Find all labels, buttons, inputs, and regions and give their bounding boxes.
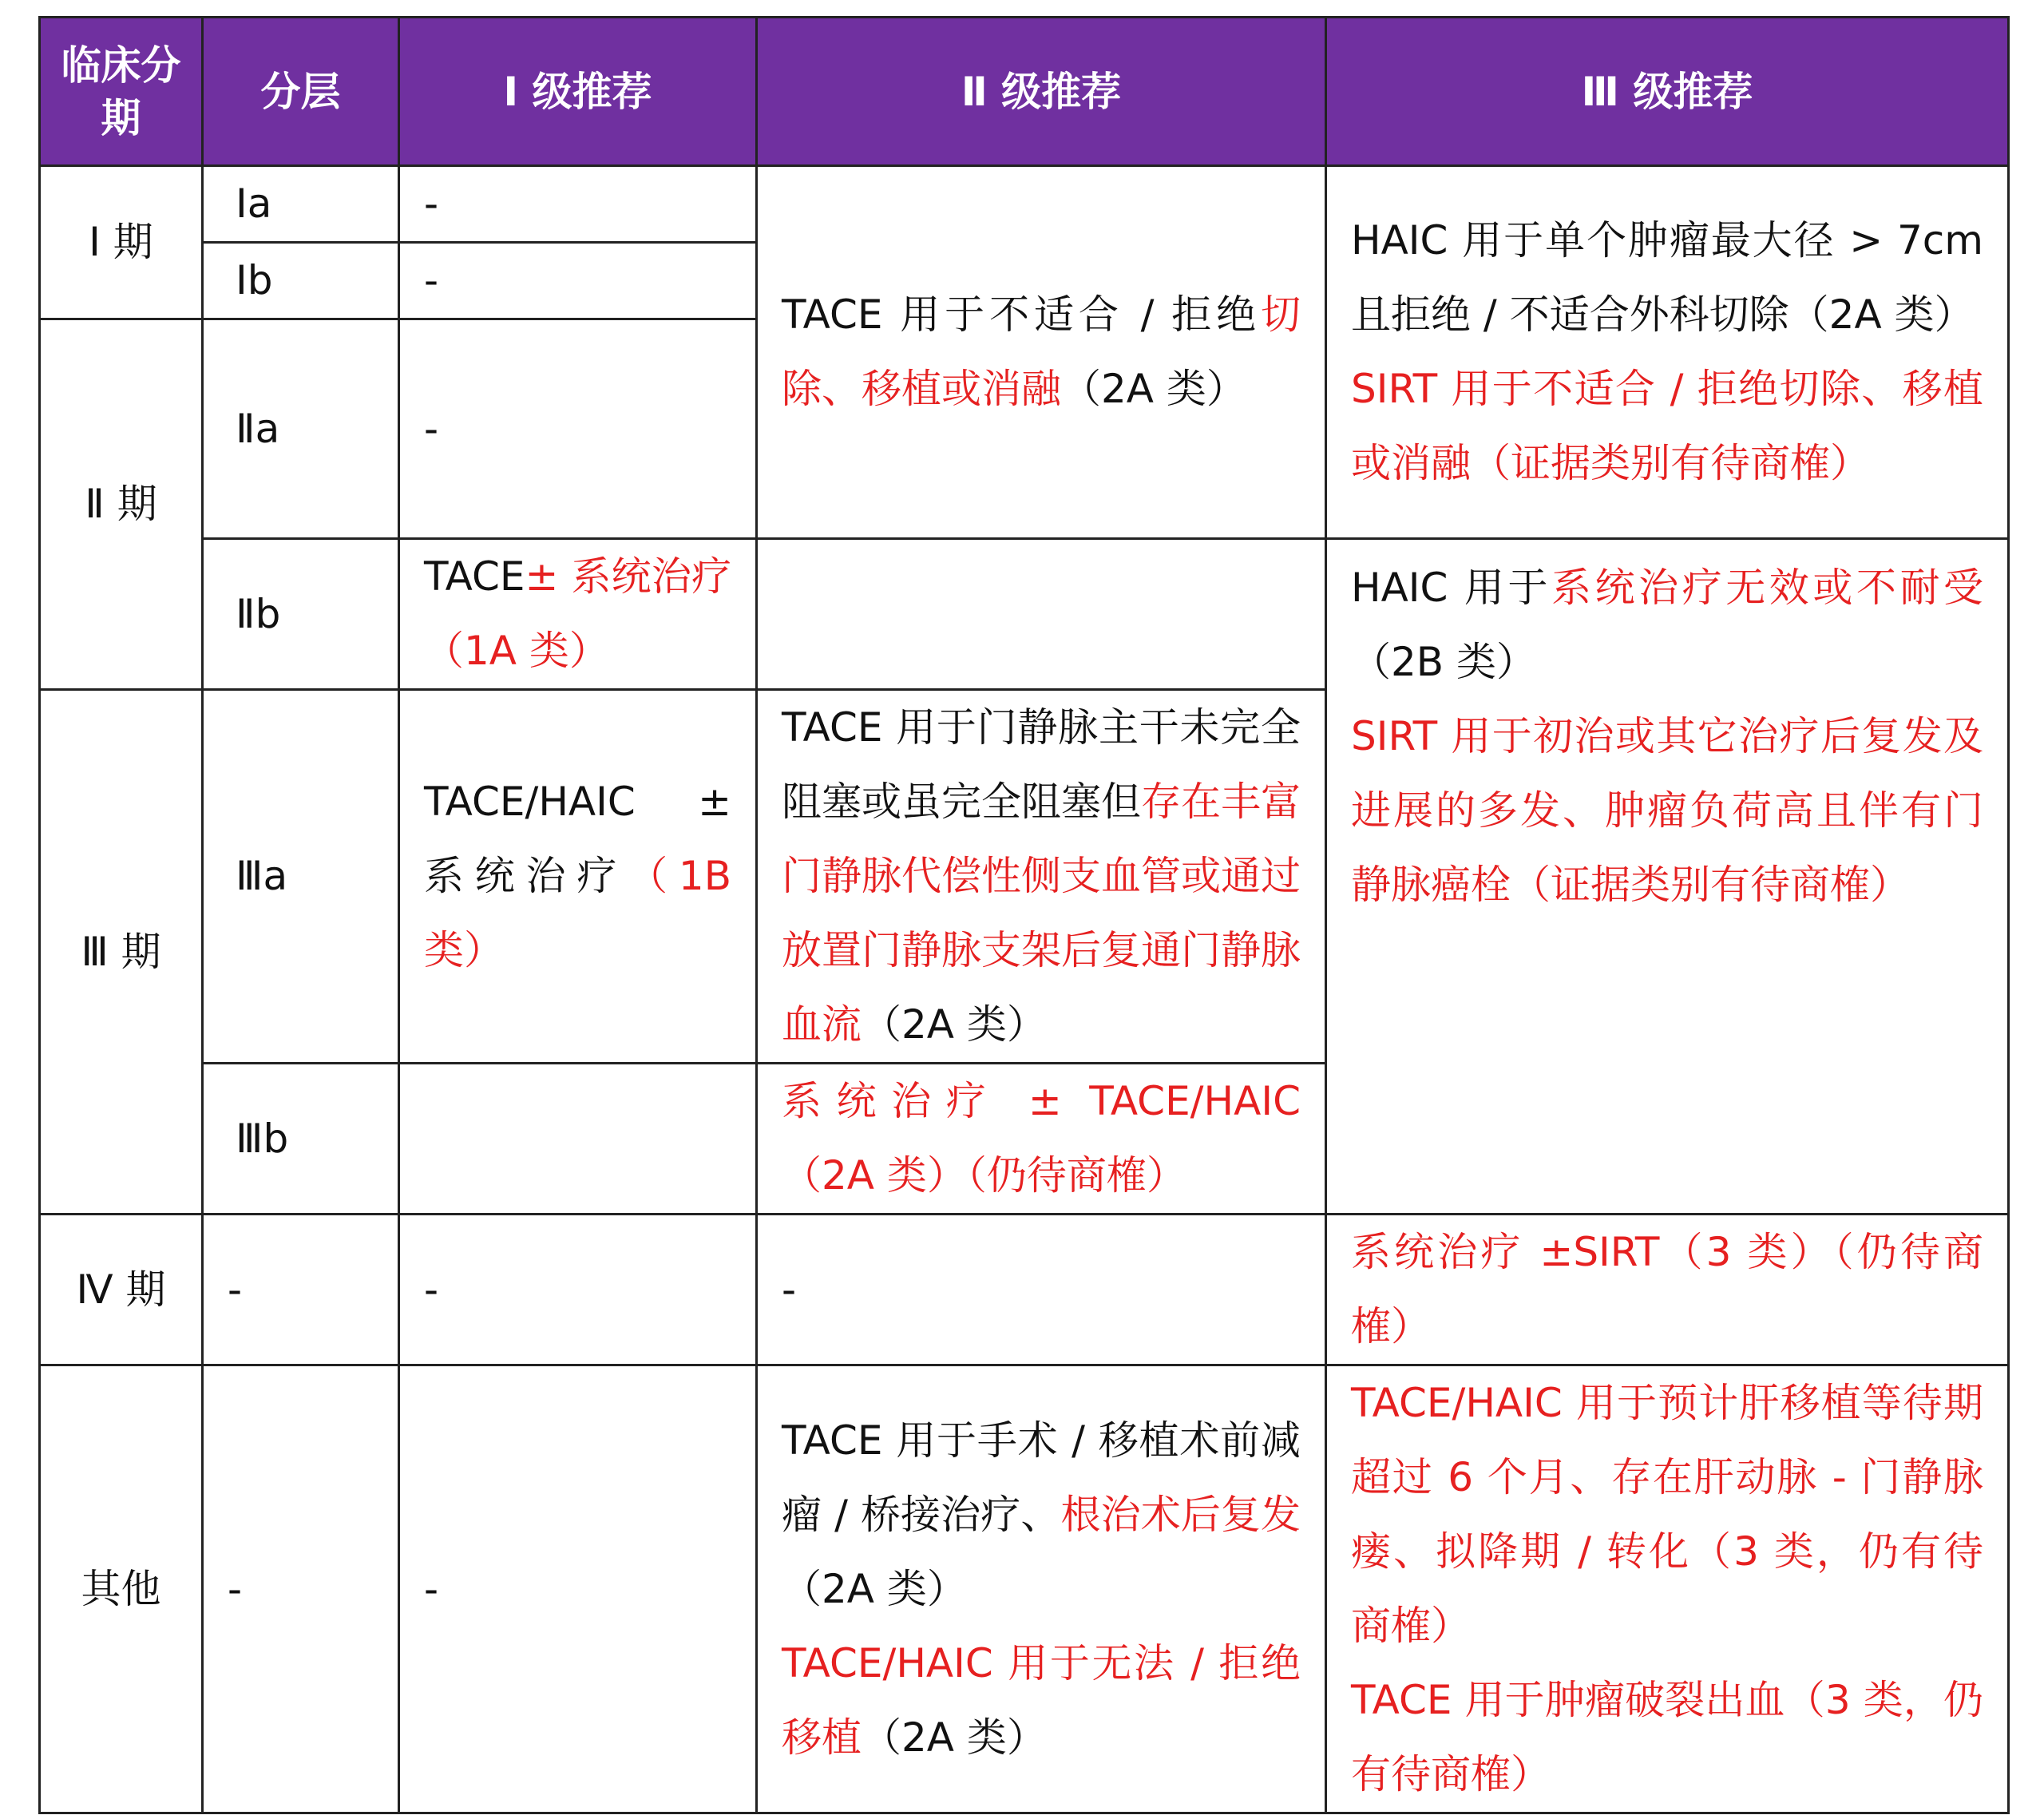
table-row — [40, 1215, 2009, 1365]
rec2-iv: - — [757, 1215, 1326, 1365]
table-row — [40, 539, 2009, 690]
rec1-iib-text: TACE — [424, 553, 525, 600]
rec3-sirt-2: SIRT 用于初治或其它治疗后复发及进展的多发、肿瘤负荷高且伴有门静脉癌栓（证据类别有待商榷） — [1351, 713, 1983, 908]
header-stage: 临床分期 — [40, 18, 203, 166]
rec2-highlight: 切除、移植或消融 — [782, 291, 1301, 412]
rec1-iib-highlight: ± 系统治疗（1A 类） — [424, 553, 731, 674]
rec2-other-tace — [782, 1404, 1301, 1627]
rec2-other-tacehaic-highlight: TACE/HAIC 用于无法 / 拒绝移植 — [782, 1639, 1301, 1761]
layer-other: - — [203, 1365, 399, 1813]
rec3-haic-2-text: HAIC 用于 — [1351, 565, 1552, 611]
rec2-other-tacehaic-evidence: （2A 类） — [862, 1714, 1047, 1761]
stage-1-label: Ⅰ 期 — [40, 166, 203, 319]
other-label: 其他 — [40, 1365, 203, 1813]
layer-ia: Ⅰa — [203, 166, 399, 243]
treatment-recommendation-table — [38, 16, 2010, 1814]
header-rec2: Ⅱ 级推荐 — [757, 18, 1326, 166]
rec2-evidence: （2A 类） — [1061, 366, 1246, 412]
rec2-other-tacehaic — [782, 1627, 1301, 1775]
rec3-other-tacehaic: TACE/HAIC 用于预计肝移植等待期超过 6 个月、存在肝动脉 - 门静脉瘘、拟降期 / 转化（3 类，仍有待商榷） — [1351, 1380, 1983, 1649]
layer-iiib: Ⅲb — [203, 1064, 399, 1215]
header-rec3: Ⅲ 级推荐 — [1326, 18, 2009, 166]
layer-iia: Ⅱa — [203, 319, 399, 539]
rec1-iiia — [399, 690, 757, 1064]
layer-iiia: Ⅲa — [203, 690, 399, 1064]
rec3-haic-2-evidence: （2B 类） — [1351, 639, 1537, 685]
rec2-stage1-2a — [757, 166, 1326, 539]
rec2-iiia-evidence: （2A 类） — [862, 1001, 1047, 1048]
layer-iib: Ⅱb — [203, 539, 399, 690]
stage-3-label: Ⅲ 期 — [40, 690, 203, 1215]
rec3-haic-2-highlight: 系统治疗无效或不耐受 — [1551, 565, 1983, 611]
rec1-other: - — [399, 1365, 757, 1813]
rec2-iib — [757, 539, 1326, 690]
header-row — [40, 18, 2009, 166]
header-rec1: Ⅰ 级推荐 — [399, 18, 757, 166]
rec1-iia: - — [399, 319, 757, 539]
rec2-other-tace-evidence: （2A 类） — [782, 1565, 967, 1612]
stage-4-label: Ⅳ 期 — [40, 1215, 203, 1365]
header-layer: 分层 — [203, 18, 399, 166]
rec3-haic: HAIC 用于单个肿瘤最大径 > 7cm 且拒绝 / 不适合外科切除（2A 类） — [1351, 217, 1983, 338]
table-row — [40, 1365, 2009, 1813]
rec2-other-tace-highlight: 根治术后复发 — [1060, 1491, 1301, 1538]
rec2-iiia-highlight: 存在丰富门静脉代偿性侧支血管或通过放置门静脉支架后复通门静脉血流 — [782, 779, 1301, 1048]
rec2-other-tace-text: TACE 用于手术 / 移植术前减瘤 / 桥接治疗、 — [782, 1417, 1301, 1538]
rec1-iiia-evidence: （1B 类） — [424, 853, 731, 973]
rec3-iv: 系统治疗 ±SIRT（3 类）（仍待商榷） — [1326, 1215, 2009, 1365]
rec2-iiib: 系统治疗 ± TACE/HAIC（2A 类）（仍待商榷） — [757, 1064, 1326, 1215]
rec2-text: TACE 用于不适合 / 拒绝 — [782, 291, 1261, 338]
rec1-ib: - — [399, 243, 757, 319]
rec1-iv: - — [399, 1215, 757, 1365]
rec3-stage1-2a — [1326, 166, 2009, 539]
rec3-sirt: SIRT 用于不适合 / 拒绝切除、移植或消融（证据类别有待商榷） — [1351, 366, 1983, 486]
rec1-iiib — [399, 1064, 757, 1215]
table-row — [40, 166, 2009, 243]
rec1-iiia-text: TACE/HAIC ± 系统治疗 — [424, 779, 731, 899]
rec1-iib — [399, 539, 757, 690]
rec1-ia: - — [399, 166, 757, 243]
rec2-other — [757, 1365, 1326, 1813]
rec2-iiia-text: TACE 用于门静脉主干未完全阻塞或虽完全阻塞但 — [782, 704, 1301, 825]
layer-ib: Ⅰb — [203, 243, 399, 319]
rec3-haic-2 — [1351, 551, 1983, 699]
layer-iv: - — [203, 1215, 399, 1365]
rec3-other-tace: TACE 用于肿瘤破裂出血（3 类，仍有待商榷） — [1351, 1677, 1983, 1797]
rec3-iib-iiib — [1326, 539, 2009, 1215]
cropped-caption — [0, 0, 2044, 18]
rec3-other — [1326, 1365, 2009, 1813]
rec2-iiia — [757, 690, 1326, 1064]
stage-2-label: Ⅱ 期 — [40, 319, 203, 690]
